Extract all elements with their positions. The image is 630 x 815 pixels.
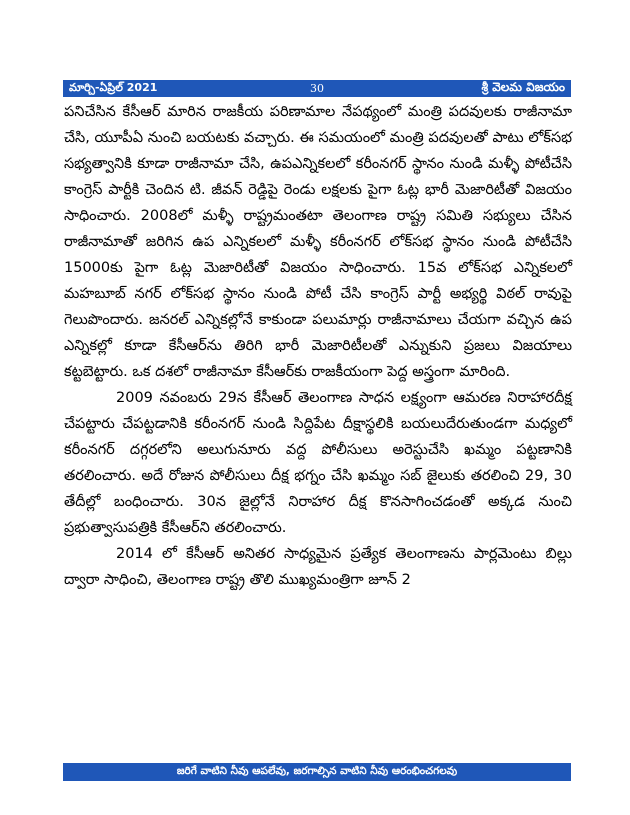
paragraph-2: 2009 నవంబరు 29న కేసీఆర్ తెలంగాణ సాధన లక్ష్యంగా ఆమరణ నిరాహారదీక్ష చేపట్టారు చేపట్టడానికి కరీంనగర్ నుండి సిద్దిపేట దీక్షాస్థలికి బయలుదేరుతుండగా మధ్యలో కరీంనగర్ దగ్గరలోని అలుగునూరు వద్ద పోలీసులు అరెస్టుచేసి ఖమ్మం పట్టణానికి తరలించారు. అదే రోజున పోలీసులు దీక్ష భగ్నం చేసి ఖమ్మం సబ్ జైలుకు తరలించి 29, 30 తేదీల్లో బంధించారు. 30న జైల్లోనే నిరాహార దీక్ష కొనసాగించడంతో అక్కడ నుంచి ప్రభుత్వాసుపత్రికి కేసీఆర్‌ని తరలించారు. <box>64 390 572 536</box>
footer-quote: జరిగే వాటిని నీవు ఆపలేవు, జరగాల్సిన వాటిని నీవు ఆరంభించగలవు <box>176 764 458 777</box>
page-header <box>63 80 571 97</box>
page-number: 30 <box>310 82 324 95</box>
paragraph-1: పనిచేసిన కేసీఆర్ మారిన రాజకీయ పరిణామాల నేపథ్యంలో మంత్రి పదవులకు రాజీనామా చేసి, యూపీఏ నుంచి బయటకు వచ్చారు. ఈ సమయంలో మంత్రి పదవులతో పాటు లోక్‌సభ సభ్యత్వానికి కూడా రాజీనామా చేసి, ఉపఎన్నికలలో కరీంనగర్ స్థానం నుండి మళ్ళీ పోటీచేసి కాంగ్రెస్ పార్టీకి చెందిన టి. జీవన్ రెడ్డిపై రెండు లక్షలకు పైగా ఓట్ల భారీ మెజారిటీతో విజయం సాధించారు. 2008లో మళ్ళీ రాష్ట్రమంతటా తెలంగాణ రాష్ట్ర సమితి సభ్యులు చేసిన రాజీనామాతో జరిగిన ఉప ఎన్నికలలో మళ్ళీ కరీంనగర్ లోక్‌సభ స్థానం నుండి పోటీచేసి 15000కు పైగా ఓట్ల మెజారిటీతో విజయం సాధించారు. 15వ లోక్‌సభ ఎన్నికలలో మహబూబ్ నగర్ లోక్‌సభ స్థానం నుండి పోటీ చేసి కాంగ్రెస్ పార్టీ అభ్యర్థి విఠల్ రావుపై గెలుపొందారు. జనరల్ ఎన్నికల్లోనే కాకుండా పలుమార్లు రాజీనామాలు చేయగా వచ్చిన ఉప ఎన్నికల్లో కూడా కేసీఆర్‌ను తిరిగి భారీ మెజారిటీలతో ఎన్నుకుని ప్రజలు విజయాలు కట్టబెట్టారు. ఒక దశలో రాజీనామా కేసీఆర్‌కు రాజకీయంగా పెద్ద అస్త్రంగా మారింది. <box>64 104 572 380</box>
magazine-title: శ్రీ వెలమ విజయం <box>481 80 565 94</box>
page-footer <box>63 763 571 781</box>
issue-date: మార్చి-ఏప్రిల్ 2021 <box>69 80 158 94</box>
paragraph-3: 2014 లో కేసీఆర్ అనితర సాధ్యమైన ప్రత్యేక తెలంగాణను పార్లమెంటు బిల్లు ద్వారా సాధించి, తెలంగాణ రాష్ట్ర తొలి ముఖ్యమంత్రిగా జూన్ 2 <box>64 546 572 588</box>
article-body <box>64 99 572 593</box>
